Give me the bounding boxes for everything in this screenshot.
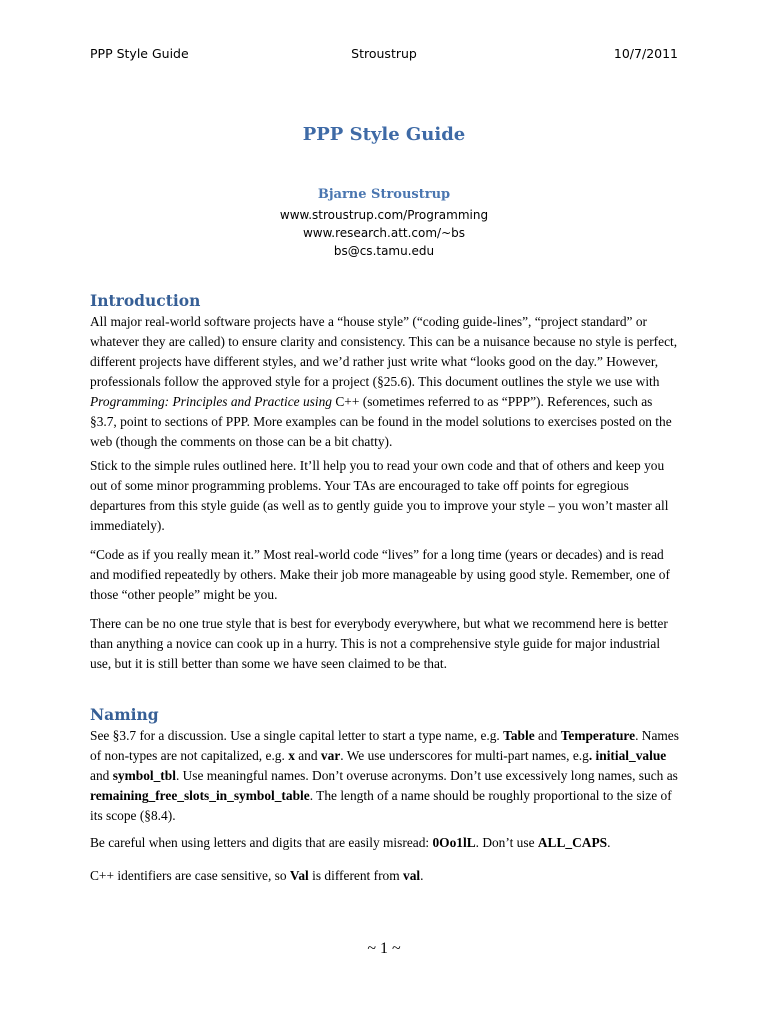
text-span: . Names of non-types are not capitalized, e.g. [90, 728, 679, 763]
introduction-heading: Introduction [90, 291, 201, 310]
code-term: remaining_free_slots_in_symbol_table [90, 788, 310, 803]
contact-research: www.research.att.com/~bs [302, 226, 466, 240]
code-term: Temperature [560, 728, 636, 743]
introduction-paragraph-2: Stick to the simple rules outlined here. It’ll help you to read your own code and that of others and keep you out of some minor programming problems. Your TAs are encouraged to take off points for egregious departures from this style guide (as well as to gently guide you to improve your style – you won’t master all immediately). [90, 458, 669, 533]
text-span: . Don’t use [475, 835, 538, 850]
header-author: Stroustrup [351, 46, 417, 61]
text-span: is different from [308, 868, 403, 883]
document-title: PPP Style Guide [302, 124, 466, 145]
naming-paragraph-2 [90, 833, 680, 853]
code-term: . [588, 748, 593, 763]
text-span: Be careful when using letters and digits that are easily misread: [90, 835, 433, 850]
code-term: var [320, 748, 341, 763]
page-number: ~ 1 ~ [367, 940, 401, 957]
text-span: . The length of a name should be roughly proportional to the size of its scope (§8.4). [90, 788, 672, 823]
text-span: and [90, 768, 113, 783]
naming-paragraph-3 [90, 866, 680, 886]
code-term: initial_value [595, 748, 667, 763]
text-span: C++ (sometimes referred to as “PPP”). References, such as §3.7, point to sections of PPP. More examples can be found in the model solutions to exercises posted on the web (though the comments on those can be a bit chatty). [90, 394, 672, 449]
introduction-paragraph-4: There can be no one true style that is best for everybody everywhere, but what we recommend here is better than anything a novice can cook up in a hurry. This is not a comprehensive style guide for major industrial use, but it is still better than some we have seen claimed to be that. [90, 616, 668, 671]
code-term: x [288, 748, 295, 763]
text-span: . [607, 835, 611, 850]
code-term: symbol_tbl [112, 768, 176, 783]
code-term: 0Oo1lL [432, 835, 476, 850]
text-span: . Use meaningful names. Don’t overuse acronyms. Don’t use excessively long names, such as [175, 768, 678, 783]
naming-paragraph-1 [90, 726, 680, 826]
document-author: Bjarne Stroustrup [317, 187, 451, 202]
naming-heading: Naming [90, 705, 159, 724]
text-span: See §3.7 for a discussion. Use a single capital letter to start a type name, e.g. [90, 728, 504, 743]
introduction-paragraph-1 [90, 312, 680, 452]
code-term: Table [503, 728, 535, 743]
text-span: and [294, 748, 321, 763]
introduction-paragraph-3: “Code as if you really mean it.” Most real-world code “lives” for a long time (years or decades) and is read and modified repeatedly by others. Make their job more manageable by using good style. Remember, one of those “other people” might be you. [90, 547, 670, 602]
book-title: Programming: Principles and Practice using [90, 394, 332, 409]
contact-website: www.stroustrup.com/Programming [279, 208, 489, 222]
contact-email: bs@cs.tamu.edu [333, 244, 435, 258]
text-span: and [534, 728, 561, 743]
text-span: . We use underscores for multi-part names, e.g [340, 748, 589, 763]
header-date: 10/7/2011 [613, 46, 678, 61]
text-span: C++ identifiers are case sensitive, so [90, 868, 290, 883]
text-span: All major real-world software projects have a “house style” (“coding guide-lines”, “project standard” or whatever they are called) to ensure clarity and consistency. This can be a nuisance because no style is perfect, different projects have different styles, and we’d rather just write what “looks good on the day.” However, professionals follow the approved style for a project (§25.6). This document outlines the style we use with [90, 314, 678, 389]
code-term: Val [289, 868, 309, 883]
code-term: ALL_CAPS [537, 835, 608, 850]
text-span: . [420, 868, 424, 883]
header-left-title: PPP Style Guide [90, 46, 189, 61]
code-term: val [403, 868, 421, 883]
